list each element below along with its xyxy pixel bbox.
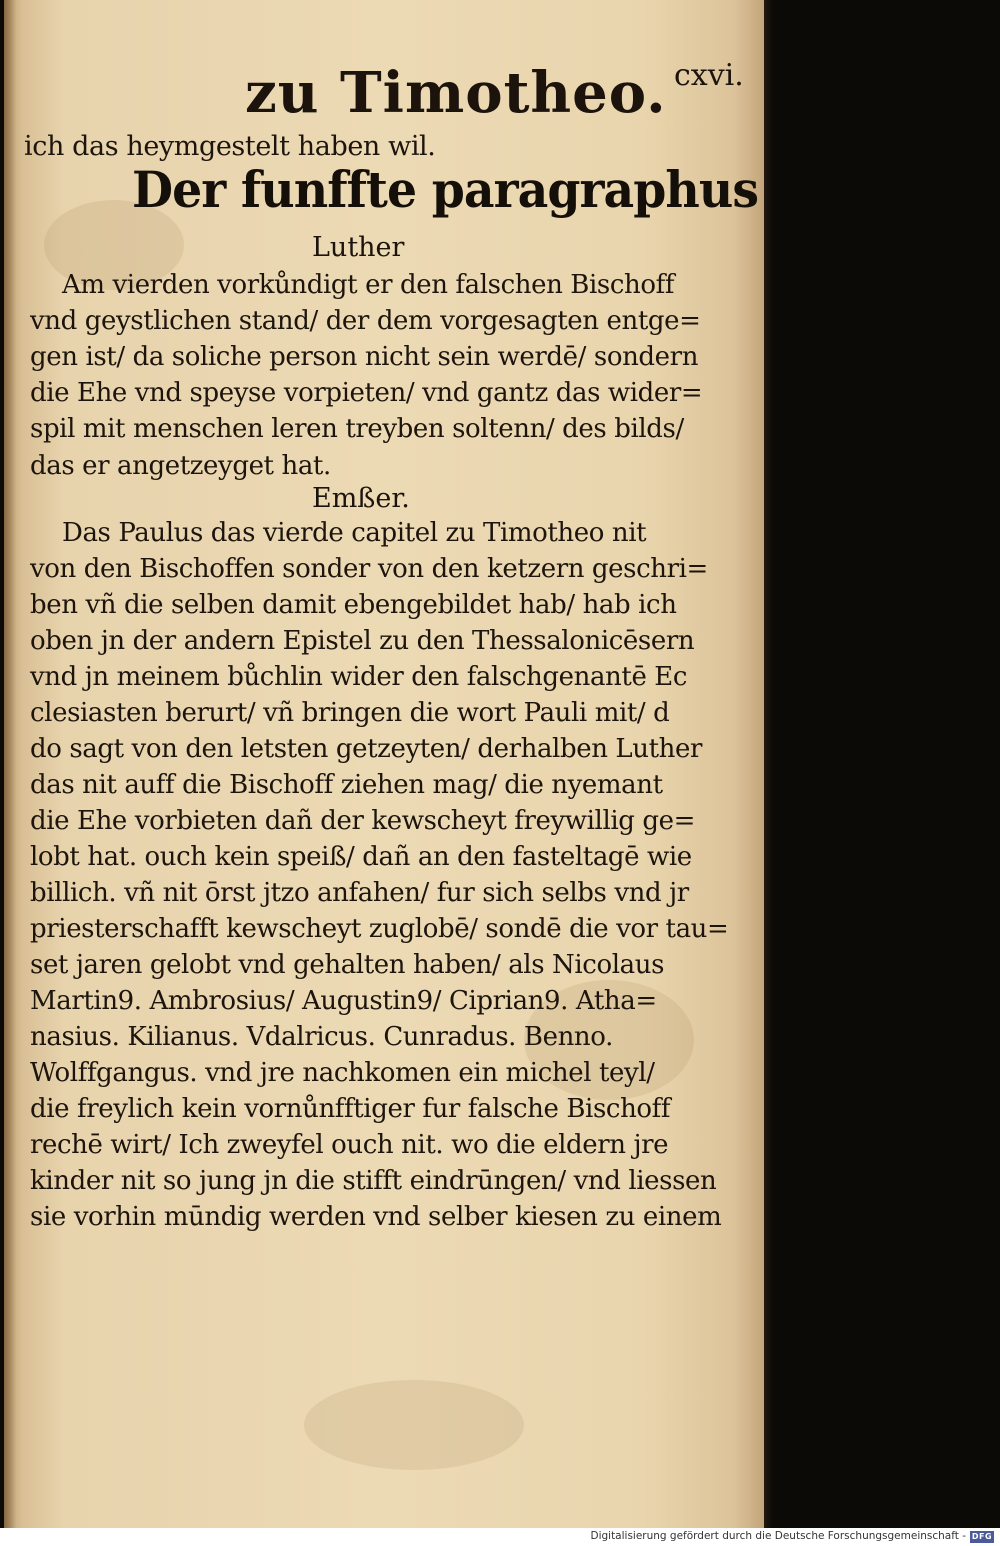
footer-bar bbox=[0, 1528, 1000, 1546]
text-line: rechē wirt/ Ich zweyfel ouch nit. wo die eldern jre bbox=[30, 1130, 669, 1160]
folio-number: cxvi. bbox=[674, 58, 744, 93]
text-line: Wolffgangus. vnd jre nachkomen ein michel teyl/ bbox=[30, 1058, 655, 1088]
text-line: von den Bischoffen sonder von den ketzern geschri= bbox=[30, 554, 708, 584]
text-line: gen ist/ da soliche person nicht sein werdē/ sondern bbox=[30, 342, 699, 372]
text-line: vnd jn meinem bůchlin wider den falschgenantē Ec bbox=[30, 662, 688, 692]
text-line: set jaren gelobt vnd gehalten haben/ als Nicolaus bbox=[30, 950, 665, 980]
text-line: nasius. Kilianus. Vdalricus. Cunradus. Benno. bbox=[30, 1022, 613, 1052]
page-stain bbox=[304, 1380, 524, 1470]
section-heading: Der funffte paragraphus bbox=[132, 160, 759, 219]
text-line: die freylich kein vornůnfftiger fur falsche Bischoff bbox=[30, 1094, 671, 1124]
text-line: spil mit menschen leren treyben soltenn/ des bilds/ bbox=[30, 414, 684, 444]
text-line: vnd geystlichen stand/ der dem vorgesagten entge= bbox=[30, 306, 701, 336]
text-line: lobt hat. ouch kein speiß/ dañ an den fasteltagē wie bbox=[30, 842, 692, 872]
text-line: oben jn der andern Epistel zu den Thessalonicēsern bbox=[30, 626, 695, 656]
text-line: ich das heymgestelt haben wil. bbox=[24, 131, 436, 162]
speaker-label: Emßer. bbox=[312, 483, 410, 514]
text-line: Das Paulus das vierde capitel zu Timotheo nit bbox=[62, 518, 647, 548]
speaker-label: Luther bbox=[312, 232, 405, 263]
text-line: die Ehe vorbieten dañ der kewscheyt freywillig ge= bbox=[30, 806, 696, 836]
funding-credit: Digitalisierung gefördert durch die Deutsche Forschungsgemeinschaft - bbox=[590, 1530, 966, 1542]
text-line: sie vorhin mūndig werden vnd selber kiesen zu einem bbox=[30, 1202, 722, 1232]
text-line: do sagt von den letsten getzeyten/ derhalben Luther bbox=[30, 734, 703, 764]
text-line: das er angetzeyget hat. bbox=[30, 451, 331, 481]
text-line: billich. vñ nit ōrst jtzo anfahen/ fur sich selbs vnd jr bbox=[30, 878, 689, 908]
dfg-logo-icon: DFG bbox=[971, 1532, 993, 1541]
book-page bbox=[4, 0, 764, 1528]
text-line: Am vierden vorkůndigt er den falschen Bischoff bbox=[62, 270, 675, 300]
text-line: ben vñ die selben damit ebengebildet hab/ hab ich bbox=[30, 590, 677, 620]
text-line: das nit auff die Bischoff ziehen mag/ die nyemant bbox=[30, 770, 663, 800]
text-line: priesterschafft kewscheyt zuglobē/ sondē die vor tau= bbox=[30, 914, 729, 944]
text-line: die Ehe vnd speyse vorpieten/ vnd gantz das wider= bbox=[30, 378, 703, 408]
text-line: Martin9. Ambrosius/ Augustin9/ Ciprian9. Atha= bbox=[30, 986, 657, 1016]
text-line: clesiasten berurt/ vñ bringen die wort Pauli mit/ d bbox=[30, 698, 670, 728]
running-head: zu Timotheo. bbox=[245, 60, 667, 126]
text-line: kinder nit so jung jn die stifft eindrūngen/ vnd liessen bbox=[30, 1166, 717, 1196]
